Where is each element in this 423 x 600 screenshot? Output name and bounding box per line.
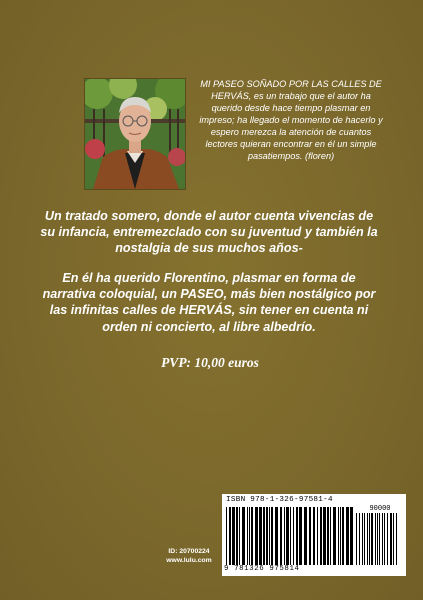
barcode-bar: [384, 513, 385, 565]
synopsis-paragraph-1: Un tratado somero, donde el autor cuenta vivencias de su infancia, entremezclado con su juventud y también la nostalgia de sus muchos años-: [40, 209, 378, 256]
barcode-bar: [242, 507, 245, 565]
barcode-bar: [284, 507, 285, 565]
barcode-bar: [249, 507, 250, 565]
barcode-bar: [236, 507, 238, 565]
synopsis-paragraph-2: En él ha querido Florentino, plasmar en forma de narrativa coloquial, un PASEO, más bien nostálgico por las infinitas calles de HERVÁS, sin tener en cuenta ni orden ni concierto, al libre albedrío.: [42, 271, 376, 334]
barcode-bar: [299, 507, 302, 565]
barcode-bar: [320, 507, 322, 565]
barcode-bar: [255, 507, 258, 565]
barcode-bar: [330, 507, 331, 565]
isbn-text: ISBN 978-1-326-97581-4: [226, 496, 333, 504]
barcode-bar: [375, 513, 376, 565]
barcode-bar: [269, 507, 270, 565]
barcode-bar: [286, 507, 289, 565]
book-id: ID: 20700224: [168, 548, 210, 555]
barcode-bar: [379, 513, 380, 565]
publisher-site: www.lulu.com: [166, 557, 212, 564]
barcode-bar: [333, 507, 336, 565]
barcode-bar: [327, 507, 329, 565]
barcode-bar: [296, 507, 298, 565]
barcode-bar: [239, 507, 240, 565]
barcode-bar: [251, 507, 253, 565]
barcode-bar: [350, 507, 353, 565]
barcode-bar: [232, 507, 235, 565]
addon-barcode-bars: [356, 513, 400, 565]
author-photo: [84, 78, 186, 190]
barcode-bar: [317, 507, 318, 565]
barcode-bar: [266, 507, 268, 565]
price-addon-digits: 90000: [369, 505, 391, 513]
barcode-bar: [393, 513, 394, 565]
isbn-barcode: [222, 494, 406, 576]
barcode-bar: [271, 507, 273, 565]
barcode-bar: [280, 507, 282, 565]
barcode-bar: [369, 513, 370, 565]
barcode-bar: [340, 507, 341, 565]
barcode-bar: [364, 513, 365, 565]
barcode-bar: [290, 507, 291, 565]
barcode-bar: [390, 513, 392, 565]
barcode-bar: [377, 513, 378, 565]
barcode-bar: [247, 507, 248, 565]
barcode-bar: [338, 507, 339, 565]
barcode-bar: [293, 507, 294, 565]
barcode-bar: [259, 507, 262, 565]
price-label: PVP: 10,00 euros: [161, 355, 259, 370]
barcode-bar: [382, 513, 383, 565]
barcode-bar: [356, 513, 357, 565]
barcode-bar: [362, 513, 363, 565]
barcode-bar: [396, 513, 397, 565]
barcode-bar: [275, 507, 278, 565]
barcode-bar: [323, 507, 326, 565]
ean-digits: 9 781326 975814: [224, 565, 300, 573]
barcode-bar: [371, 513, 373, 565]
barcode-bar: [226, 507, 227, 565]
publisher-info: [144, 547, 234, 565]
barcode-bar: [229, 507, 231, 565]
barcode-bar: [313, 507, 315, 565]
barcode-bar: [359, 513, 360, 565]
barcode-bar: [263, 507, 265, 565]
barcode-bar: [304, 507, 307, 565]
ean-barcode-bars: [226, 507, 354, 565]
barcode-bar: [387, 513, 388, 565]
barcode-bar: [342, 507, 344, 565]
barcode-bar: [346, 507, 349, 565]
barcode-bar: [309, 507, 311, 565]
back-cover-blurb: MI PASEO SOÑADO POR LAS CALLES DE HERVÁS, es un trabajo que el autor ha querido desde hace tiempo plasmar en impreso; ha llegado el momento de hacerlo y espero merezca la atención de cuantos lectores quieran encontrar en él un simple pasatiempos. (floren): [199, 79, 383, 161]
barcode-bar: [367, 513, 368, 565]
